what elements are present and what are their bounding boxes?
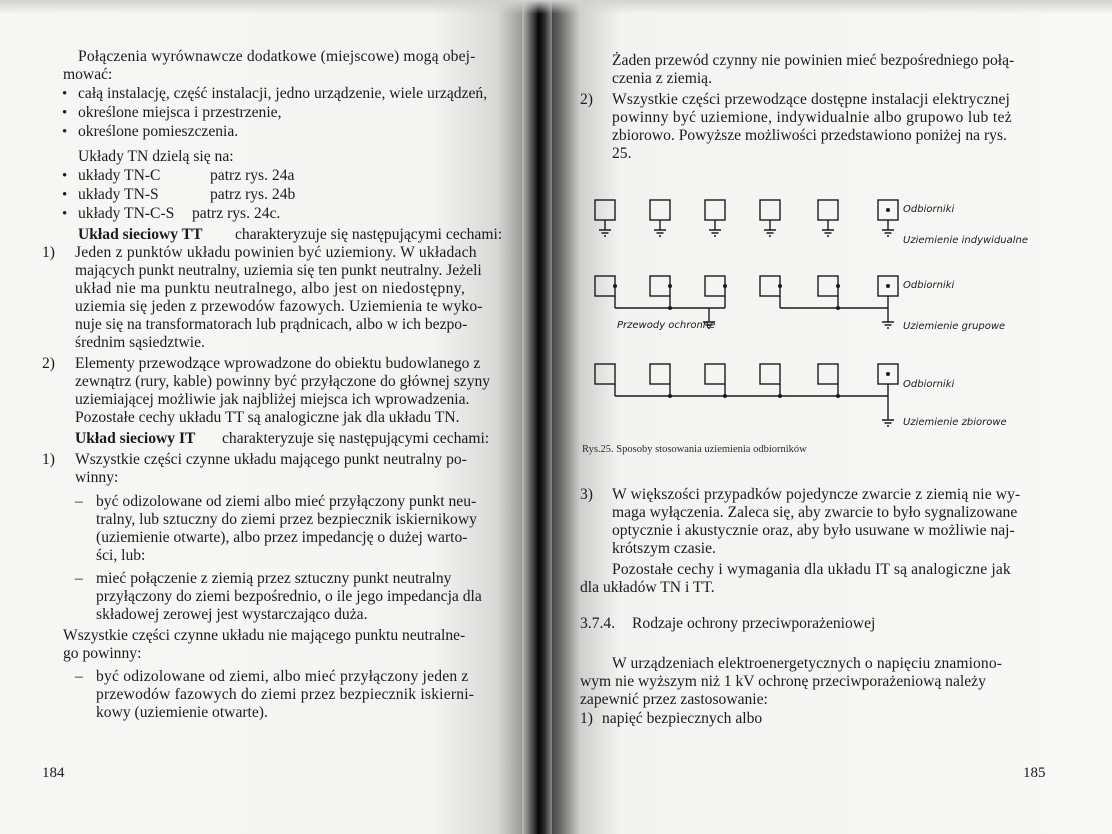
page-number: 184 [42, 765, 65, 781]
text-line: układy TN-C [78, 167, 161, 184]
load-box [818, 276, 838, 296]
label-przewody-ochronne: Przewody ochronne [617, 320, 716, 331]
text-line: składowej zerowej jest wystarczająco duża. [96, 606, 368, 623]
text-line: układy TN-C-S [78, 205, 175, 222]
text-line: określone pomieszczenia. [78, 123, 239, 140]
load-box [760, 200, 780, 220]
text-line: Żaden przewód czynny nie powinien mieć bezpośredniego połą- [612, 52, 1015, 69]
text-line: Jeden z punktów układu powinien być uziemiony. W układach [75, 244, 477, 261]
list-number: 1) [42, 451, 55, 468]
text-line: Wszystkie części czynne układu mającego punkt neutralny po- [75, 451, 467, 468]
load-box [595, 276, 615, 296]
text-line: układy TN-S [78, 186, 159, 203]
load-box [760, 364, 780, 384]
page-number: 185 [1023, 765, 1046, 781]
text-line: charakteryzuje się następującymi cechami: [235, 226, 503, 243]
section-heading: Układ sieciowy TT [78, 226, 203, 243]
ground-symbol [882, 420, 894, 426]
text-line: przewodów fazowych do ziemi przez bezpiecznik iskierni- [96, 686, 475, 703]
grounding-diagram [585, 188, 1045, 438]
load-box [650, 364, 670, 384]
section-heading: Układ sieciowy IT [75, 430, 196, 447]
row-collective-grounding [595, 364, 898, 426]
label-odbiorniki: Odbiorniki [903, 280, 955, 291]
left-page [0, 0, 540, 834]
dash-marker: – [75, 493, 83, 510]
text-line: być odizolowane od ziemi, albo mieć przyłączony jeden z [96, 668, 469, 685]
ground-symbol [599, 230, 611, 236]
text-line: Pozostałe cechy układu TT są analogiczne jak dla układu TN. [75, 409, 460, 426]
text-line: zbiorowo. Powyższe możliwości przedstawiono poniżej na rys. [612, 127, 1007, 144]
list-number: 2) [580, 91, 593, 108]
bullet-marker: • [62, 187, 68, 203]
load-box [650, 200, 670, 220]
text-line: uziemiającej możliwie jak najbliżej miejsca ich wprowadzenia. [75, 391, 470, 408]
text-line: czenia z ziemią. [612, 70, 712, 87]
ground-symbol [764, 230, 776, 236]
label-uziemienie-zbiorowe: Uziemienie zbiorowe [903, 417, 1007, 428]
text-line: kowy (uziemienie otwarte). [96, 704, 268, 721]
load-box [705, 364, 725, 384]
text-line: powinny być uziemione, indywidualnie albo grupowo lub też [612, 109, 1012, 126]
list-number: 3) [580, 486, 593, 503]
book-binding [522, 0, 552, 834]
text-line: charakteryzuje się następującymi cechami: [222, 430, 490, 447]
bullet-marker: • [62, 124, 68, 140]
bullet-marker: • [62, 105, 68, 121]
text-line: patrz rys. 24c. [192, 205, 281, 222]
load-box [818, 364, 838, 384]
bullet-marker: • [62, 168, 68, 184]
ground-symbol [709, 230, 721, 236]
text-line: Wszystkie części przewodzące dostępne instalacji elektrycznej [612, 91, 1010, 108]
text-line: optycznie i akustycznie oraz, aby było usuwane w możliwie naj- [612, 522, 1015, 539]
text-line: ści, lub: [96, 547, 146, 564]
list-number: 2) [42, 355, 55, 372]
load-box [705, 200, 725, 220]
text-line: wym nie wyższym niż 1 kV ochronę przeciwporażeniową należy [580, 673, 986, 690]
top-shadow [0, 0, 1112, 14]
text-line: Pozostałe cechy i wymagania dla układu IT są analogiczne jak [612, 561, 1011, 578]
ground-symbol [882, 322, 894, 328]
text-line: maga wyłączenia. Zaleca się, aby zwarcie to było sygnalizowane [612, 504, 1018, 521]
text-line: Układy TN dzielą się na: [78, 148, 234, 165]
text-line: W urządzeniach elektroenergetycznych o napięciu znamiono- [612, 655, 1003, 672]
text-line: tralny, lub sztuczny do ziemi przez bezpiecznik iskiernikowy [96, 511, 477, 528]
section-number: 3.7.4. [580, 615, 616, 632]
text-line: mieć połączenie z ziemią przez sztuczny punkt neutralny [96, 570, 452, 587]
load-box [705, 276, 725, 296]
text-line: zapewnić przez zastosowanie: [580, 691, 768, 708]
ground-symbol [882, 230, 894, 236]
bullet-marker: • [62, 86, 68, 102]
text-line: 25. [612, 145, 632, 162]
text-line: całą instalację, część instalacji, jedno urządzenie, wiele urządzeń, [78, 85, 488, 102]
text-line: Elementy przewodzące wprowadzone do obiektu budowlanego z [75, 355, 481, 372]
text-line: W większości przypadków pojedyncze zwarcie z ziemią nie wy- [612, 486, 1021, 503]
text-line: układ nie ma punktu neutralnego, albo jest on niedostępny, [75, 280, 466, 297]
text-line: dla układów TN i TT. [580, 579, 715, 596]
text-line: krótszym czasie. [612, 540, 716, 557]
text-line: zewnątrz (rury, kable) powinny być przyłączone do głównej szyny [75, 373, 491, 390]
text-line: mować: [63, 66, 113, 83]
dash-marker: – [75, 570, 83, 587]
text-line: uziemia się jeden z przewodów fazowych. Uziemienia te wyko- [75, 298, 483, 315]
label-odbiorniki: Odbiorniki [903, 379, 955, 390]
list-number: 1) [42, 244, 55, 261]
ground-symbol [822, 230, 834, 236]
text-line: (uziemienie otwarte), albo przez impedancję o dużej warto- [96, 529, 468, 546]
text-line: Połączenia wyrównawcze dodatkowe (miejscowe) mogą obej- [78, 48, 476, 65]
section-title: Rodzaje ochrony przeciwporażeniowej [632, 615, 876, 632]
text-line: być odizolowane od ziemi albo mieć przyłączony punkt neu- [96, 493, 477, 510]
load-box [818, 200, 838, 220]
text-line: przyłączony do ziemi bezpośrednio, o ile jego impedancja dla [96, 588, 482, 605]
text-line: średnim sąsiedztwie. [75, 334, 205, 351]
figure-caption: Rys.25. Sposoby stosowania uziemienia odbiorników [582, 444, 807, 455]
text-line: nuje się na transformatorach lub prądnicach, albo w ich bezpo- [75, 316, 468, 333]
text-line: określone miejsca i przestrzenie, [78, 104, 282, 121]
text-line: napięć bezpiecznych albo [602, 710, 763, 727]
bullet-marker: • [62, 206, 68, 222]
text-line: winny: [75, 469, 119, 486]
list-number: 1) [580, 710, 593, 727]
load-box [595, 200, 615, 220]
label-uziemienie-grupowe: Uziemienie grupowe [903, 321, 1006, 332]
label-uziemienie-indywidualne: Uziemienie indywidualne [903, 235, 1029, 246]
load-box [650, 276, 670, 296]
load-box [760, 276, 780, 296]
text-line: patrz rys. 24a [210, 167, 295, 184]
text-line: go powinny: [63, 645, 142, 662]
text-line: Wszystkie części czynne układu nie mającego punktu neutralne- [63, 627, 466, 644]
row-individual-grounding [595, 200, 898, 236]
label-odbiorniki: Odbiorniki [903, 204, 955, 215]
ground-symbol [654, 230, 666, 236]
load-box [595, 364, 615, 384]
text-line: patrz rys. 24b [210, 186, 296, 203]
dash-marker: – [75, 668, 83, 685]
text-line: mających punkt neutralny, uziemia się ten punkt neutralny. Jeżeli [75, 262, 482, 279]
